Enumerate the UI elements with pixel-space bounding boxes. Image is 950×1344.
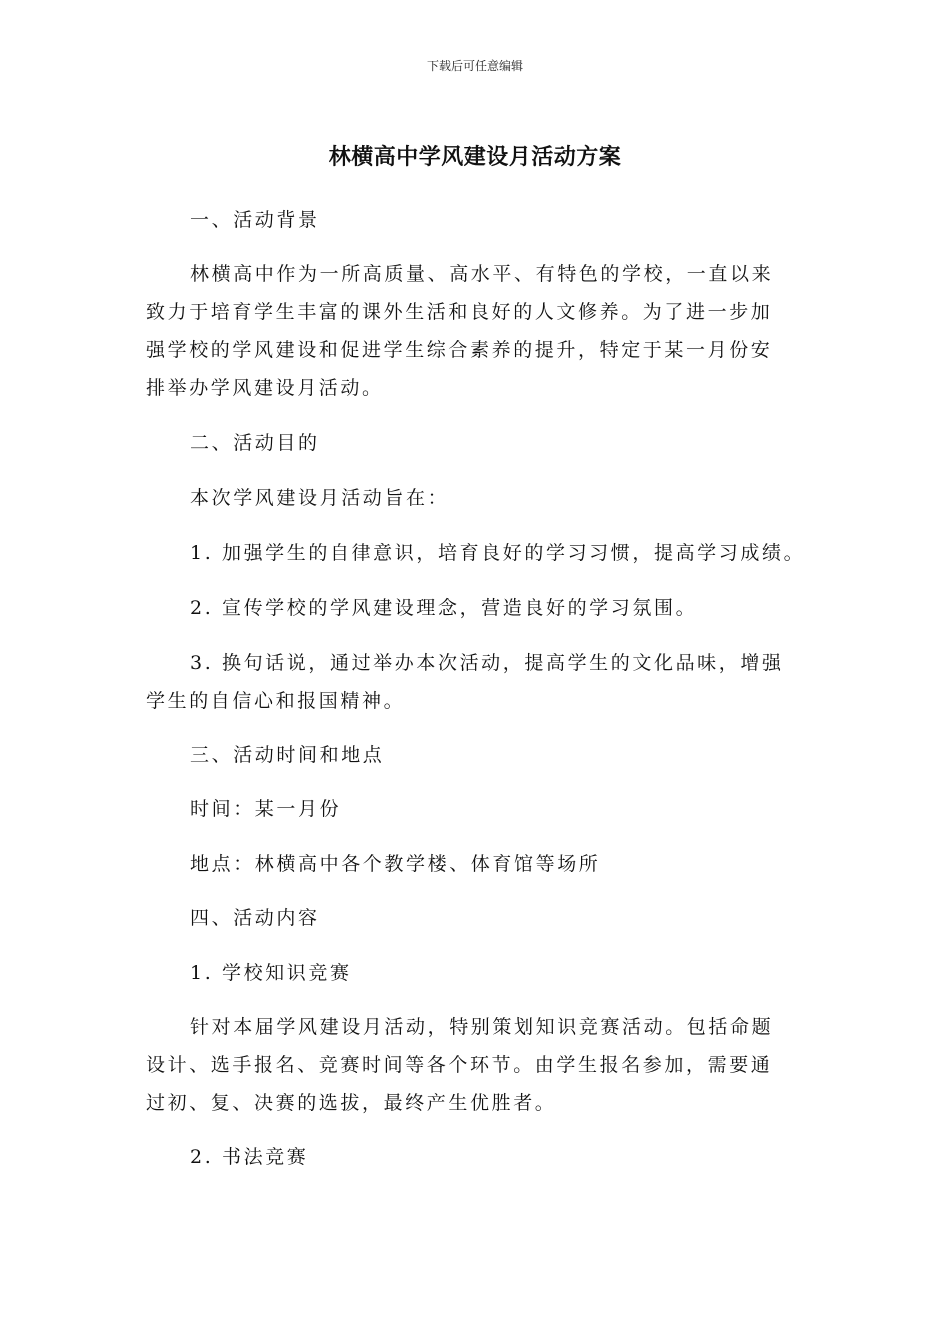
time-line: 时间：某一月份 (190, 798, 342, 820)
section-heading-background: 一、活动背景 (190, 209, 320, 231)
place-line: 地点：林横高中各个教学楼、体育馆等场所 (190, 853, 601, 875)
paragraph-line: 针对本届学风建设月活动，特别策划知识竞赛活动。包括命题 (190, 1016, 774, 1038)
list-item: 2. 宣传学校的学风建设理念，营造良好的学习氛围。 (190, 597, 698, 619)
header-note: 下载后可任意编辑 (426, 59, 523, 73)
list-item-continuation: 学生的自信心和报国精神。 (146, 690, 406, 712)
list-item: 3. 换句话说，通过举办本次活动，提高学生的文化品味，增强 (190, 652, 784, 674)
document-title: 林横高中学风建设月活动方案 (328, 145, 622, 170)
paragraph-line: 致力于培育学生丰富的课外生活和良好的人文修养。为了进一步加 (146, 301, 773, 323)
subsection-heading: 2. 书法竞赛 (190, 1146, 309, 1168)
section-heading-purpose: 二、活动目的 (190, 432, 320, 454)
paragraph-line: 强学校的学风建设和促进学生综合素养的提升，特定于某一月份安 (146, 339, 773, 361)
paragraph-line: 设计、选手报名、竞赛时间等各个环节。由学生报名参加，需要通 (146, 1054, 773, 1076)
section-heading-content: 四、活动内容 (190, 907, 320, 929)
list-item: 1. 加强学生的自律意识，培育良好的学习习惯，提高学习成绩。 (190, 542, 806, 564)
paragraph-line: 排举办学风建设月活动。 (146, 377, 384, 399)
subsection-heading: 1. 学校知识竞赛 (190, 962, 352, 984)
paragraph-line: 过初、复、决赛的选拔，最终产生优胜者。 (146, 1092, 557, 1114)
paragraph-line: 林横高中作为一所高质量、高水平、有特色的学校，一直以来 (190, 263, 774, 285)
section-heading-time-place: 三、活动时间和地点 (190, 744, 385, 766)
paragraph-line: 本次学风建设月活动旨在： (190, 487, 450, 509)
